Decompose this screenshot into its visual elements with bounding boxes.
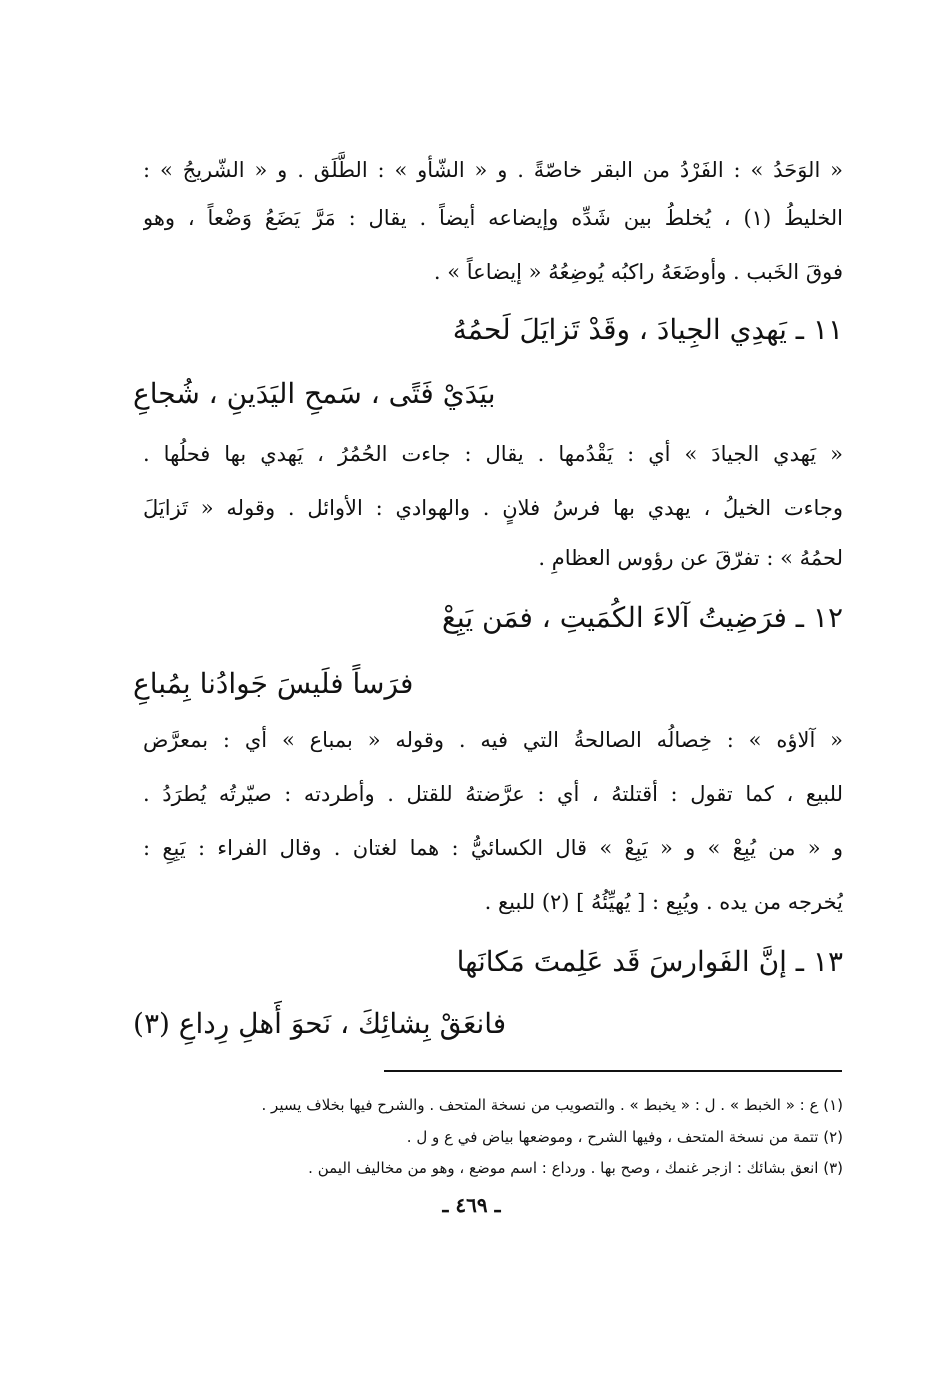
commentary-line: فوقَ الخَبب . وأوضَعَهُ راكبُه يُوضِعُهُ « إيضاعاً » . bbox=[433, 260, 843, 284]
commentary-line: الخليطُ (١) ، يُخلطُ بين شَدِّه وإيضاعه أيضاً . يقال : مَرَّ يَضَعُ وَضْعاً ، وهو bbox=[143, 206, 843, 230]
commentary-line: للبيع ، كما تقول : أقتلتهُ ، أي : عرَّضتهُ للقتل . وأطردته : صيّرتُه يُطرَدُ . bbox=[143, 782, 843, 806]
page-number: ـ ٤٦٩ ـ bbox=[442, 1193, 501, 1217]
verse-second-hemistich: فانعَقْ بِشائِكَ ، نَحوَ أَهلِ رِداعِ (٣) bbox=[133, 1007, 507, 1040]
commentary-line: « آلاؤه » : خِصالُه الصالحةُ التي فيه . وقوله « بمباع » أي : بمعرَّض bbox=[143, 728, 843, 752]
verse-first-hemistich: ١٣ ـ إنَّ الفَوارسَ قَد عَلِمتَ مَكانَها bbox=[456, 945, 843, 978]
footnote-1: (١) ع : « الخبط » . ل : « يخبط » . والتصويب من نسخة المتحف . والشرح فيها بخلاف يسير . bbox=[261, 1096, 843, 1114]
verse-second-hemistich: بيَدَيْ فَتًى ، سَمحِ اليَدَينِ ، شُجاعِ bbox=[133, 377, 496, 410]
commentary-line: و « من يُبِعْ » و « يَبِعْ » قال الكسائيُّ : هما لغتان . وقال الفراء : يَبِعِ : bbox=[143, 836, 843, 860]
footnote-2: (٢) تتمة من نسخة المتحف ، وفيها الشرح ، وموضعها بياض في ع و ل . bbox=[406, 1128, 843, 1146]
commentary-line: وجاءت الخيلُ ، يهدي بها فرسُ فلانٍ . والهوادي : الأوائل . وقوله « تَزايَلَ bbox=[143, 496, 843, 520]
footnote-3: (٣) انعق بشائك : ازجر غنمك ، وصح بها . ورداع : اسم موضع ، وهو من مخاليف اليمن . bbox=[308, 1159, 843, 1177]
commentary-line: « الوَحَدُ » : الفَرْدُ من البقر خاصّةً . و « الشّأو » : الطَّلَق . و « الشّريجُ » : bbox=[143, 158, 843, 182]
footnote-separator bbox=[384, 1070, 842, 1072]
commentary-line: يُخرجه من يده . ويُبِع : [ يُهيِّئُهُ ] (٢) للبيع . bbox=[484, 890, 843, 914]
commentary-line: لحمُهُ » : تفرّقَ عن رؤوس العظامِ . bbox=[538, 546, 843, 570]
verse-first-hemistich: ١٢ ـ فرَضِيتُ آلاءَ الكُمَيتِ ، فمَن يَبِعْ bbox=[441, 601, 843, 634]
verse-second-hemistich: فرَساً فلَيسَ جَوادُنا بِمُباعِ bbox=[133, 667, 414, 700]
commentary-line: « يَهدي الجيادَ » أي : يَقْدُمها . يقال : جاءت الحُمُرُ ، يَهدي بها فحلُها . bbox=[143, 442, 843, 466]
verse-first-hemistich: ١١ ـ يَهدِي الجِيادَ ، وقَدْ تَزايَلَ لَحمُهُ bbox=[452, 313, 843, 346]
